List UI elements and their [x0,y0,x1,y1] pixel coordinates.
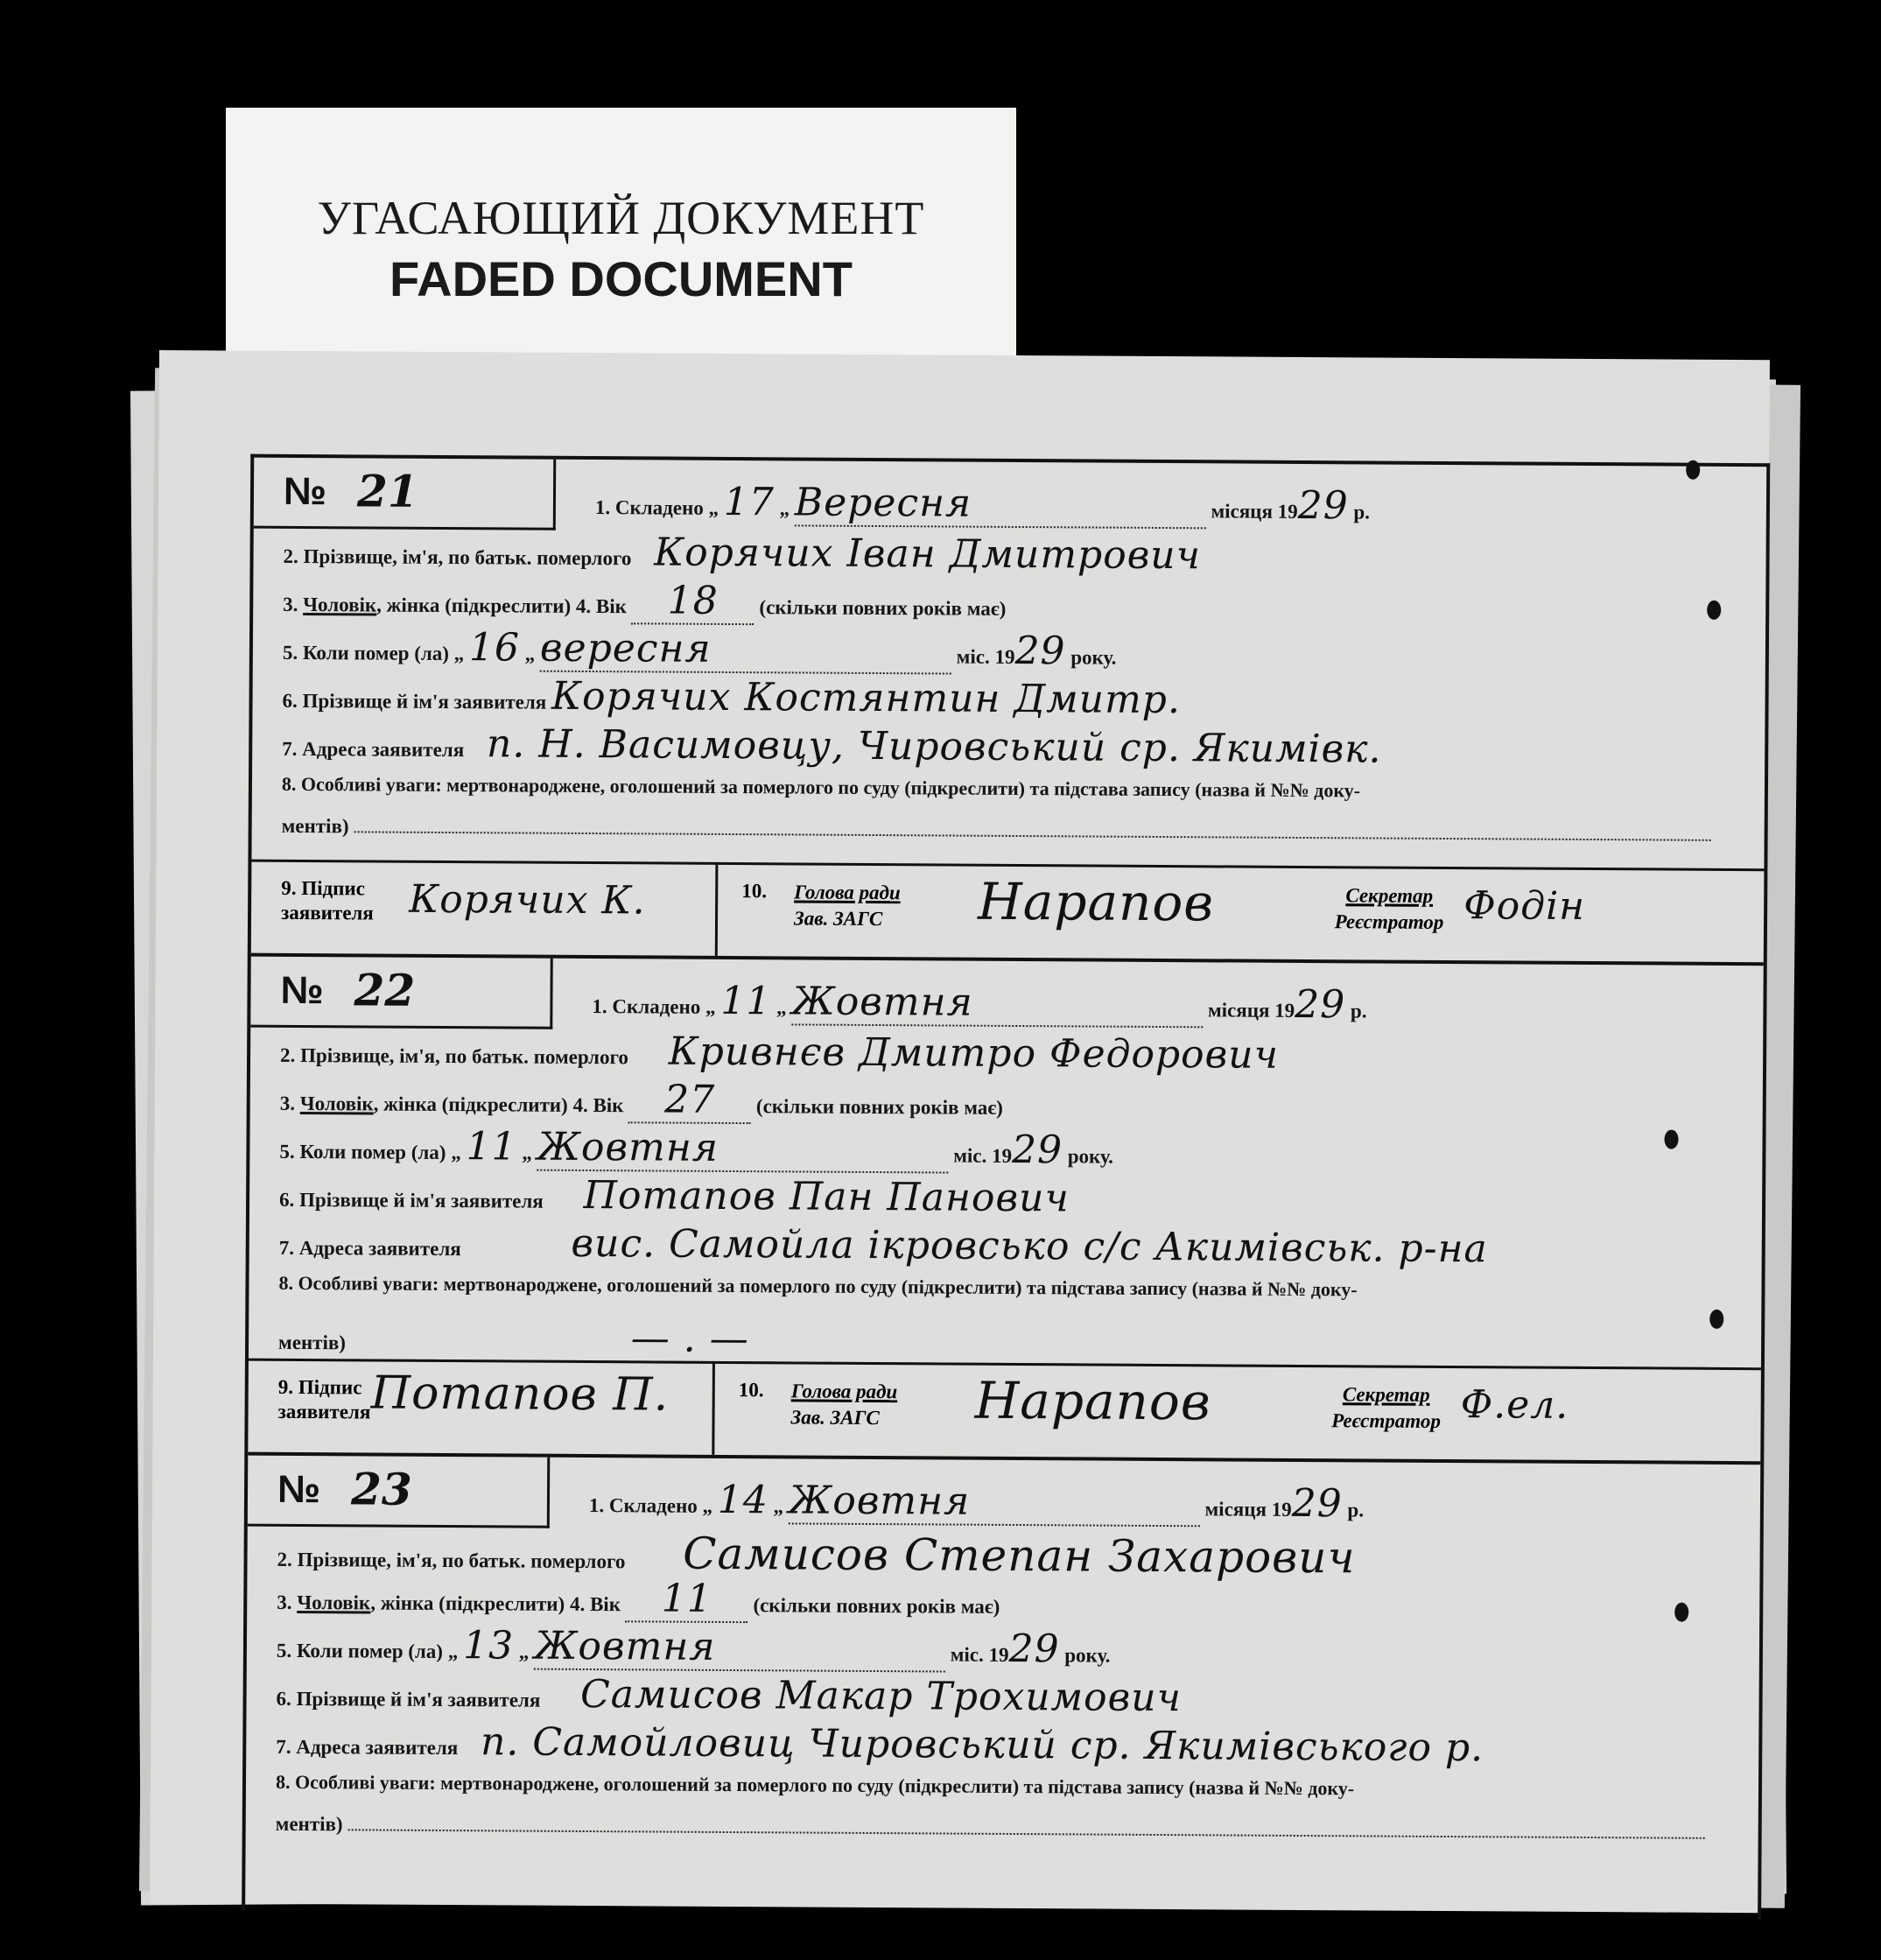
age: 18 [632,578,755,625]
death-year: 29 [1008,1626,1060,1672]
compiled-month: Жовтня [789,1478,1200,1527]
compiled-month: Вересня [795,480,1206,529]
declarant-line: 6. Прізвище й ім'я заявителя Потапов Пан Панович [278,1172,1070,1221]
death-month: Жовтня [537,1125,948,1174]
deceased-name-line: 2. Прізвище, ім'я, по батьк. померлого Самисов Степан Захарович [277,1528,1356,1584]
label-russian: УГАСАЮЩИЙ ДОКУМЕНТ [317,192,925,244]
death-day: 11 [466,1124,517,1170]
declarant-line: 6. Прізвище й ім'я заявителя Корячих Костянтин Дмитр. [282,673,1182,723]
special-notes [354,831,1710,840]
compiled-date-line: 1. Складено „ 17 „ Вересня місяця 1929 р. [594,479,1371,529]
binder-hole [1674,1603,1688,1622]
binder-hole [1707,601,1721,620]
record-number-box [254,458,556,530]
age: 27 [628,1077,751,1124]
binder-hole [1709,1310,1723,1329]
number-sign: № [280,968,324,1013]
declarant-line: 6. Прізвище й ім'я заявителя Самисов Макар Трохимович [276,1671,1183,1721]
declarant-address: п. Н. Васимовцу, Чировський ср. Якимівк. [486,721,1382,772]
declarant-name: Потапов Пан Панович [583,1172,1070,1221]
special-notes: — . — [351,1314,1708,1368]
special-notes-docs-line: ментів) — . — [278,1314,1756,1358]
record-number-box [250,957,552,1029]
record-entry [245,1456,1760,1960]
sex-age-line: 3. Чоловік, жінка (підкреслити) 4. Вік 18 (скільки повних років має) [283,576,1760,620]
declarant-address: п. Самойловиц Чировський ср. Якимівського р. [480,1719,1484,1771]
record-entry [248,957,1763,1465]
declarant-signature: Потапов П. [370,1366,670,1422]
declarant-name: Корячих Костянтин Дмитр. [551,673,1182,723]
declarant-address: вис. Самойла ікровсько с/с Акимівськ. р-на [571,1220,1488,1272]
compiled-date-line: 1. Складено „ 11 „ Жовтня місяця 1929 р. [592,978,1367,1028]
record-number: 21 [356,465,418,517]
binder-hole [1686,460,1700,480]
special-notes-line: 8. Особливі уваги: мертвонароджене, оголошений за померлого по суду (підкреслити) та підстава запису (назва й №№ доку- [275,1770,1355,1800]
deceased-name-line: 2. Прізвище, ім'я, по батьк. померлого Кривнєв Дмитро Федорович [280,1029,1280,1078]
label-english: FADED DOCUMENT [390,251,853,306]
record-form [242,454,1770,1921]
death-month: Жовтня [534,1624,945,1673]
death-year: 29 [1014,628,1066,674]
record-number: 23 [350,1463,412,1515]
compiled-year: 29 [1297,482,1349,529]
number-sign: № [277,1467,321,1512]
address-line: 7. Адреса заявителя вис. Самойла ікровсько с/с Акимівськ. р-на [278,1220,1488,1272]
compiled-year: 29 [1291,1480,1343,1527]
head-signature: Нарапов [977,871,1215,933]
record-entry [251,458,1766,966]
sex-age-line: 3. Чоловік, жінка (підкреслити) 4. Вік 11 (скільки повних років має) [277,1574,1754,1618]
death-day: 13 [462,1623,515,1668]
compiled-day: 14 [717,1477,769,1523]
signature-row: 9. Підпис заявителя Корячих К. 10. Голова ради Зав. ЗАГС Нарапов Секретар Реєстратор Фодін [251,860,1765,963]
compiled-day: 17 [723,479,775,525]
deceased-name: Кривнєв Дмитро Федорович [668,1029,1280,1078]
special-notes-docs-line: ментів) [276,1813,1753,1857]
death-date-line: 5. Коли помер (ла) „ 11 „ Жовтня міс. 1929 року. [279,1124,1114,1173]
record-number-box [248,1456,550,1528]
death-month: вересня [540,626,951,675]
death-record-sheet [150,350,1770,1913]
address-line: 7. Адреса заявителя п. Самойловиц Чировський ср. Якимівського р. [276,1719,1484,1771]
secretary-signature: Ф.ел. [1460,1382,1569,1428]
deceased-name: Корячих Іван Дмитрович [654,530,1202,579]
age: 11 [626,1576,748,1623]
special-notes-docs-line: ментів) [282,815,1759,859]
number-sign: № [283,469,327,514]
compiled-year: 29 [1295,981,1346,1028]
secretary-signature: Фодін [1463,883,1586,929]
binder-hole [1664,1130,1678,1149]
faded-document-label [226,108,1016,370]
death-date-line: 5. Коли помер (ла) „ 13 „ Жовтня міс. 1929 року. [276,1623,1111,1672]
signature-row: 9. Підпис заявителя Потапов П. 10. Голова ради Зав. ЗАГС Нарапов Секретар Реєстратор Ф.ел. [248,1359,1761,1462]
declarant-signature: Корячих К. [409,876,646,924]
record-number: 22 [354,964,416,1016]
deceased-name-line: 2. Прізвище, ім'я, по батьк. померлого Корячих Іван Дмитрович [283,530,1202,579]
compiled-date-line: 1. Складено „ 14 „ Жовтня місяця 1929 р. [588,1477,1365,1527]
deceased-name: Самисов Степан Захарович [682,1528,1356,1584]
special-notes [347,1829,1704,1838]
address-line: 7. Адреса заявителя п. Н. Васимовцу, Чировський ср. Якимівк. [282,721,1382,772]
compiled-month: Жовтня [791,979,1203,1028]
death-year: 29 [1011,1127,1063,1173]
special-notes-line: 8. Особливі уваги: мертвонароджене, оголошений за померлого по суду (підкреслити) та підстава запису (назва й №№ доку- [278,1271,1358,1301]
head-signature: Нарапов [974,1370,1211,1432]
death-date-line: 5. Коли помер (ла) „ 16 „ вересня міс. 1929 року. [282,625,1117,674]
compiled-day: 11 [720,978,772,1024]
death-day: 16 [468,625,521,671]
declarant-name: Самисов Макар Трохимович [579,1671,1183,1721]
sex-age-line: 3. Чоловік, жінка (підкреслити) 4. Вік 27 (скільки повних років має) [280,1075,1758,1119]
special-notes-line: 8. Особливі уваги: мертвонароджене, оголошений за померлого по суду (підкреслити) та підстава запису (назва й №№ доку- [281,772,1361,802]
